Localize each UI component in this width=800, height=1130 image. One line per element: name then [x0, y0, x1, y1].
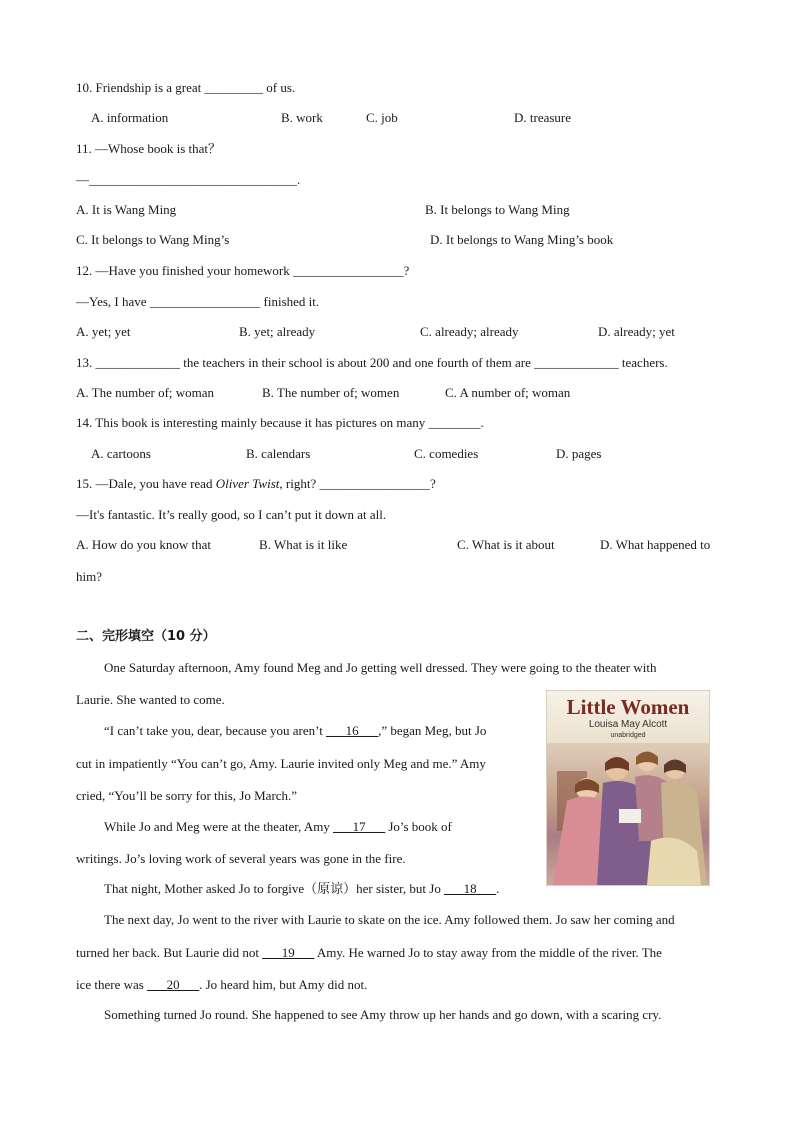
passage-line: cut in impatiently “You can’t go, Amy. Laurie invited only Meg and me.” Amy [76, 756, 486, 771]
q15-book-title: Oliver Twist [215, 476, 280, 491]
book-cover-image [546, 690, 710, 886]
passage-line: Something turned Jo round. She happened to see Amy throw up her hands and go down, with a scaring cry. [104, 1007, 662, 1022]
blank-18[interactable]: ___18___ [444, 881, 497, 896]
q15-stem-end: , right? _________________? [279, 476, 436, 491]
blank-19[interactable]: ___19___ [262, 945, 315, 960]
passage-text: . [496, 881, 500, 896]
q11-option-c[interactable]: C. It belongs to Wang Ming’s [76, 232, 230, 247]
question-12-stem: 12. —Have you finished your homework _________________? [76, 263, 410, 278]
q13-option-a[interactable]: A. The number of; woman [76, 385, 215, 400]
passage-text: While Jo and Meg were at the theater, Amy [104, 819, 334, 834]
q12-option-a[interactable]: A. yet; yet [76, 324, 131, 339]
q10-option-a[interactable]: A. information [91, 110, 169, 125]
q11-option-b[interactable]: B. It belongs to Wang Ming [425, 202, 570, 217]
question-13-stem: 13. _____________ the teachers in their school is about 200 and one fourth of them are _____________ teachers. [76, 355, 668, 370]
q11-option-a[interactable]: A. It is Wang Ming [76, 202, 177, 217]
passage-line: The next day, Jo went to the river with Laurie to skate on the ice. Amy followed them. Jo saw her coming and [104, 912, 675, 927]
passage-line: writings. Jo’s loving work of several years was gone in the fire. [76, 851, 406, 866]
passage-line [76, 945, 662, 961]
passage-text: Amy. He warned Jo to stay away from the middle of the river. The [314, 945, 662, 960]
q11-option-d[interactable]: D. It belongs to Wang Ming’s book [430, 232, 614, 247]
passage-line: Laurie. She wanted to come. [76, 692, 225, 707]
blank-20[interactable]: ___20___ [147, 977, 200, 992]
q14-option-b[interactable]: B. calendars [246, 446, 311, 461]
question-12-reply: —Yes, I have _________________ finished it. [76, 294, 320, 309]
question-10-stem: 10. Friendship is a great _________ of us. [76, 80, 296, 95]
passage-text: “I can’t take you, dear, because you aren’t [104, 723, 327, 738]
blank-16[interactable]: ___16___ [326, 723, 379, 738]
q15-option-c[interactable]: C. What is it about [457, 537, 555, 552]
book-cover-subtitle: unabridged [610, 732, 646, 739]
passage-text: . Jo heard him, but Amy did not. [199, 977, 368, 992]
passage-text: Jo’s book of [385, 819, 452, 834]
q15-option-d-continued: him? [76, 569, 102, 584]
q14-option-c[interactable]: C. comedies [414, 446, 479, 461]
question-15-stem [76, 476, 436, 492]
passage-text: That night, Mother asked Jo to forgive（原谅）her sister, but Jo [104, 881, 445, 896]
passage-text: ,” began Meg, but Jo [378, 723, 487, 738]
q14-option-a[interactable]: A. cartoons [91, 446, 151, 461]
q12-option-b[interactable]: B. yet; already [239, 324, 316, 339]
passage-line: cried, “You’ll be sorry for this, Jo March.” [76, 788, 298, 803]
q13-option-c[interactable]: C. A number of; woman [445, 385, 571, 400]
q10-option-d[interactable]: D. treasure [514, 110, 572, 125]
question-15-reply: —It's fantastic. It’s really good, so I can’t put it down at all. [76, 507, 387, 522]
q15-option-b[interactable]: B. What is it like [259, 537, 348, 552]
q15-option-a[interactable]: A. How do you know that [76, 537, 212, 552]
blank-17[interactable]: ___17___ [333, 819, 386, 834]
q12-option-d[interactable]: D. already; yet [598, 324, 675, 339]
book-cover-title: Little Women [566, 695, 690, 719]
q15-stem-start: 15. —Dale, you have read [76, 476, 216, 491]
q10-option-c[interactable]: C. job [366, 110, 398, 125]
question-11-answer-line: —________________________________. [76, 172, 301, 187]
question-14-stem: 14. This book is interesting mainly because it has pictures on many ________. [76, 415, 484, 430]
passage-text: turned her back. But Laurie did not [76, 945, 263, 960]
passage-line [104, 881, 499, 897]
section-2-heading: 二、完形填空（10 分） [76, 629, 216, 644]
q10-option-b[interactable]: B. work [281, 110, 323, 125]
passage-line [104, 723, 486, 739]
book-cover-author: Louisa May Alcott [588, 719, 668, 730]
q15-option-d[interactable]: D. What happened to [600, 537, 711, 552]
q14-option-d[interactable]: D. pages [556, 446, 602, 461]
q13-option-b[interactable]: B. The number of; women [262, 385, 400, 400]
passage-text: ice there was [76, 977, 148, 992]
q12-option-c[interactable]: C. already; already [420, 324, 519, 339]
passage-line: One Saturday afternoon, Amy found Meg and Jo getting well dressed. They were going to the theater with [104, 660, 657, 675]
passage-line [76, 977, 367, 993]
passage-line [104, 819, 452, 835]
question-11-stem: 11. —Whose book is that？ [76, 141, 222, 156]
